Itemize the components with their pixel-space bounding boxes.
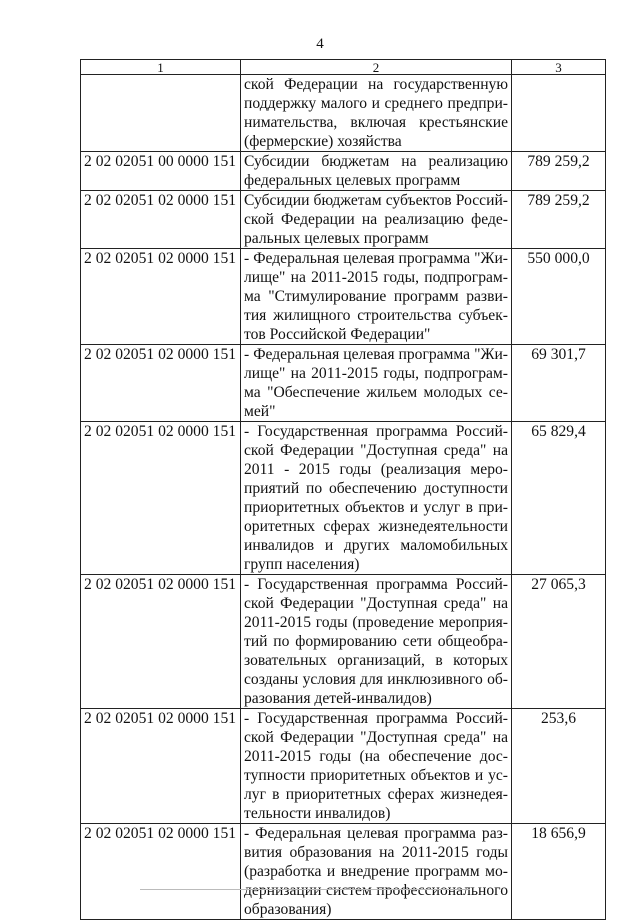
description-line: инвалидов и других маломобильных: [244, 537, 508, 554]
table-row: [81, 575, 606, 709]
description-line: ральных целевых программ: [244, 230, 429, 247]
budget-code-cell: 2 02 02051 02 0000 151: [81, 824, 241, 920]
description-line: тов Российской Федерации": [244, 326, 431, 343]
description-cell: [241, 824, 512, 920]
description-line: (фермерские) хозяйства: [244, 133, 402, 150]
description-line: тельности инвалидов): [244, 805, 391, 822]
amount-cell: 69 301,7: [512, 345, 606, 422]
description-line: созданы условия для инклюзивного об-: [244, 671, 508, 688]
budget-code-cell: 2 02 02051 02 0000 151: [81, 422, 241, 575]
amount-cell: 18 656,9: [512, 824, 606, 920]
description-line: ской Федерации на государственную: [244, 76, 508, 93]
description-cell: [241, 709, 512, 824]
amount-cell: 253,6: [512, 709, 606, 824]
amount-cell: [512, 75, 606, 152]
table-row: [81, 709, 606, 824]
table-row: [81, 422, 606, 575]
budget-code-cell: 2 02 02051 02 0000 151: [81, 575, 241, 709]
bottom-rule: [140, 889, 470, 890]
budget-table-body: [81, 60, 606, 920]
description-line: ской Федерации "Доступная среда" на: [244, 595, 508, 612]
amount-cell: 27 065,3: [512, 575, 606, 709]
table-row: [81, 249, 606, 345]
description-line: - Государственная программа Россий-: [244, 423, 508, 440]
amount-cell: 65 829,4: [512, 422, 606, 575]
description-line: луг в приоритетных сферах жизнедея-: [244, 786, 508, 803]
budget-code-cell: [81, 75, 241, 152]
description-line: ской Федерации "Доступная среда" на: [244, 729, 508, 746]
table-row: [81, 824, 606, 920]
description-cell: [241, 575, 512, 709]
table-row: [81, 152, 606, 191]
description-line: федеральных целевых программ: [244, 172, 461, 189]
budget-code-cell: 2 02 02051 02 0000 151: [81, 249, 241, 345]
description-cell: [241, 75, 512, 152]
description-line: зовательных организаций, в которых: [244, 652, 508, 669]
description-line: Субсидии бюджетам на реализацию: [244, 153, 508, 170]
description-line: вития образования на 2011-2015 годы: [244, 844, 508, 861]
description-line: 2011-2015 годы (на обеспечение дос-: [244, 748, 508, 765]
description-line: ской Федерации на реализацию феде-: [244, 211, 508, 228]
description-line: оритетных сферах жизнедеятельности: [244, 518, 508, 535]
budget-code-cell: 2 02 02051 00 0000 151: [81, 152, 241, 191]
description-line: поддержку малого и среднего предпри-: [244, 95, 508, 112]
description-line: - Федеральная целевая программа "Жи-: [244, 250, 508, 267]
description-line: - Государственная программа Россий-: [244, 710, 508, 727]
table-row: [81, 345, 606, 422]
description-line: - Федеральная целевая программа "Жи-: [244, 346, 508, 363]
amount-cell: 789 259,2: [512, 152, 606, 191]
column-number-row: [81, 60, 606, 75]
column-number: 3: [512, 60, 606, 75]
description-line: мей": [244, 403, 276, 420]
budget-table: [80, 59, 606, 920]
description-line: приятий по обеспечению доступности: [244, 480, 508, 497]
description-line: 2011 - 2015 годы (реализация меро-: [244, 461, 508, 478]
budget-code-cell: 2 02 02051 02 0000 151: [81, 709, 241, 824]
description-line: ской Федерации "Доступная среда" на: [244, 442, 508, 459]
description-cell: [241, 345, 512, 422]
description-line: ма "Обеспечение жильем молодых се-: [244, 384, 508, 401]
description-line: разования детей-инвалидов): [244, 690, 432, 707]
description-line: групп населения): [244, 556, 360, 573]
description-cell: [241, 152, 512, 191]
description-line: приоритетных объектов и услуг в при-: [244, 499, 508, 516]
table-row: [81, 191, 606, 249]
column-number: 1: [81, 60, 241, 75]
table-row: [81, 75, 606, 152]
description-line: тия жилищного строительства субъек-: [244, 307, 508, 324]
description-line: лище" на 2011-2015 годы, подпрограм-: [244, 365, 508, 382]
description-line: 2011-2015 годы (проведение мероприя-: [244, 614, 508, 631]
description-line: (разработка и внедрение программ мо-: [244, 863, 508, 880]
amount-cell: 550 000,0: [512, 249, 606, 345]
amount-cell: 789 259,2: [512, 191, 606, 249]
description-cell: [241, 422, 512, 575]
page-number: 4: [316, 36, 324, 52]
description-line: тий по формированию сети общеобра-: [244, 633, 508, 650]
description-line: лище" на 2011-2015 годы, подпрограм-: [244, 269, 508, 286]
description-line: дернизации систем профессионального: [244, 882, 508, 899]
description-line: - Государственная программа Россий-: [244, 576, 508, 593]
description-line: - Федеральная целевая программа раз-: [244, 825, 508, 842]
description-line: тупности приоритетных объектов и ус-: [244, 767, 508, 784]
description-cell: [241, 191, 512, 249]
description-line: Субсидии бюджетам субъектов Россий-: [244, 192, 508, 209]
description-line: образования): [244, 901, 332, 918]
column-number: 2: [241, 60, 512, 75]
description-line: ма "Стимулирование программ разви-: [244, 288, 508, 305]
budget-code-cell: 2 02 02051 02 0000 151: [81, 345, 241, 422]
description-cell: [241, 249, 512, 345]
description-line: нимательства, включая крестьянские: [244, 114, 508, 131]
budget-code-cell: 2 02 02051 02 0000 151: [81, 191, 241, 249]
